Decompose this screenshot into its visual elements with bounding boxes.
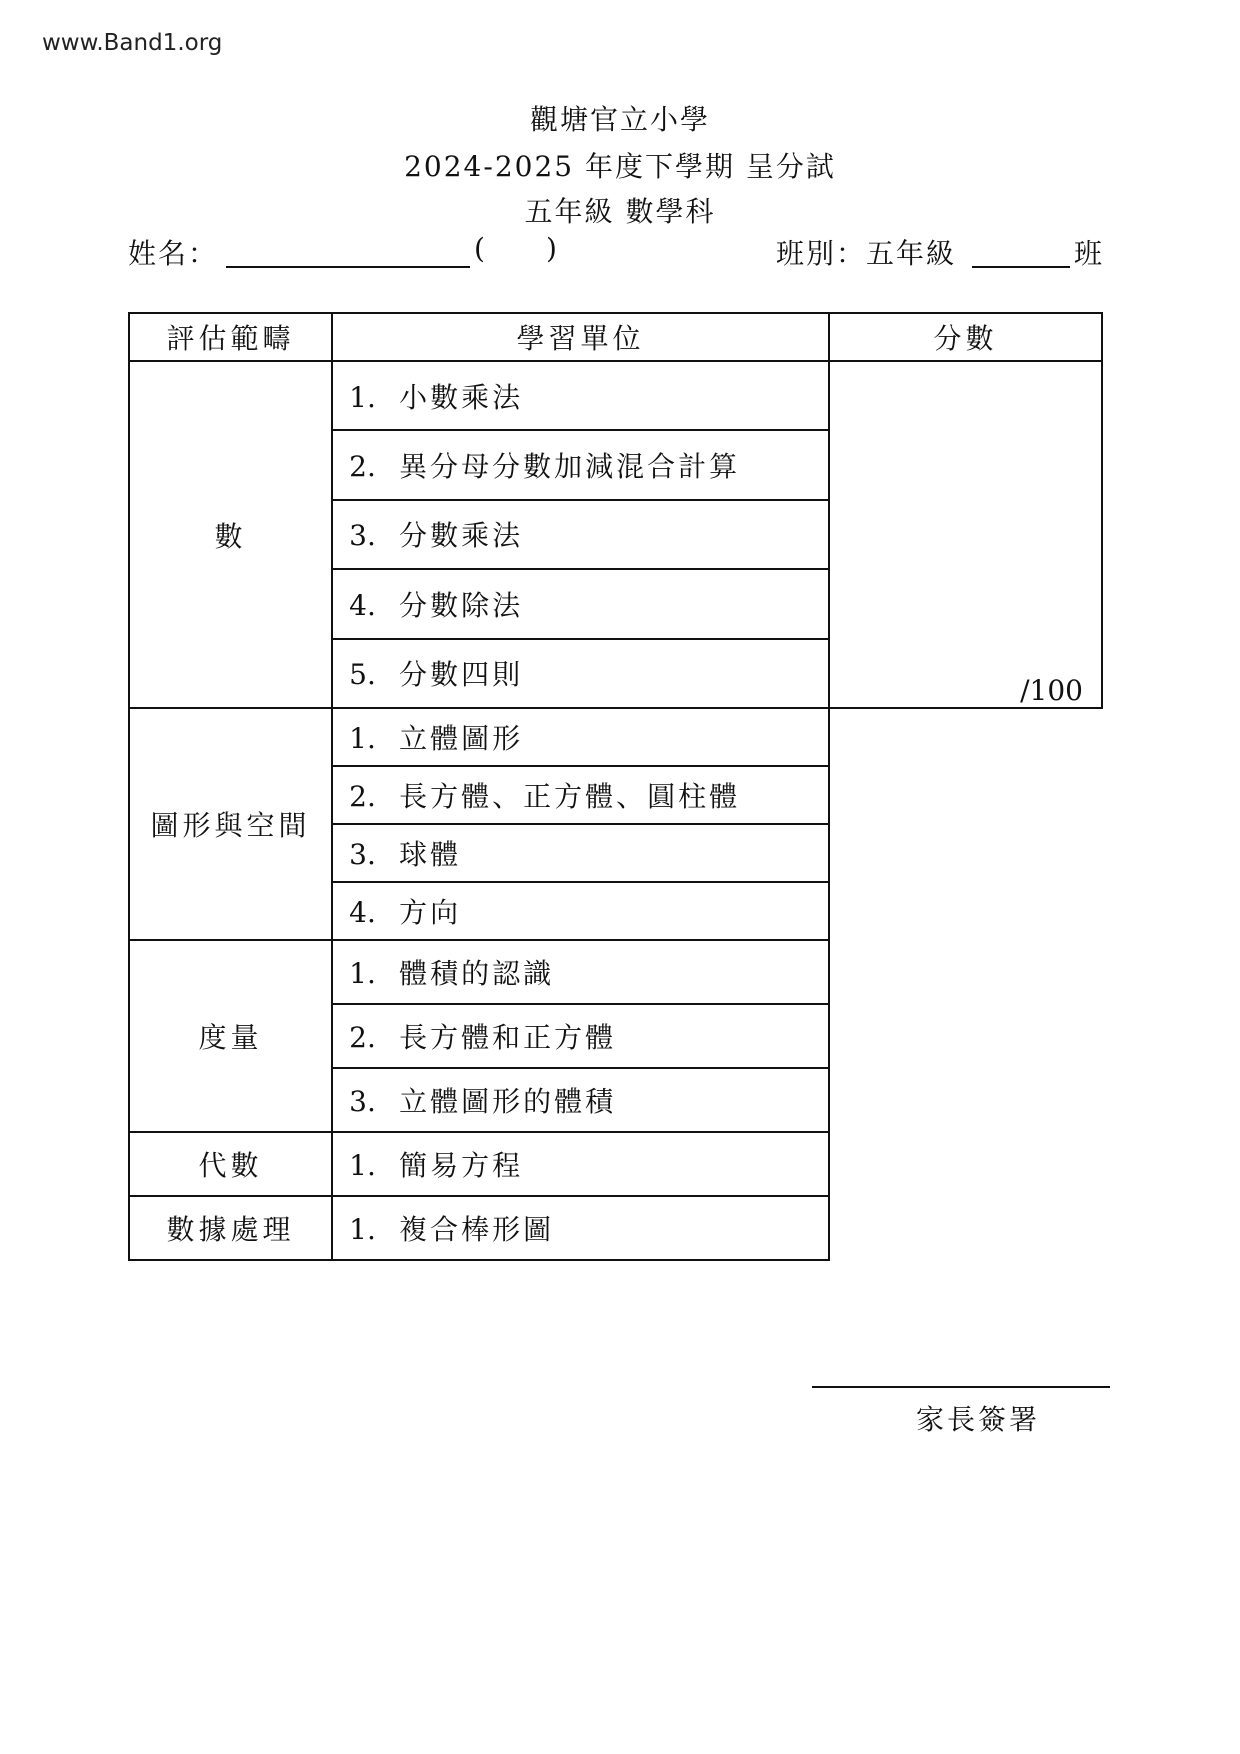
unit-text: 體積的認識 [399, 957, 555, 990]
unit-cell [332, 940, 829, 1004]
unit-cell [332, 1196, 829, 1260]
unit-cell [332, 1132, 829, 1196]
area-cell: 代數 [129, 1132, 332, 1196]
watermark: www.Band1.org [42, 30, 223, 56]
unit-text: 方向 [399, 896, 462, 929]
school-name: 觀塘官立小學 [529, 103, 710, 136]
table-row [129, 361, 1102, 430]
unit-text: 分數乘法 [399, 519, 524, 553]
area-cell: 圖形與空間 [129, 708, 332, 940]
class-field-line[interactable] [972, 266, 1070, 268]
section-algebra [129, 1132, 1102, 1196]
class-number-paren-open: ( [474, 232, 485, 265]
unit-cell [332, 882, 829, 940]
unit-number: 3. [349, 838, 376, 871]
header-area: 評估範疇 [129, 313, 332, 361]
unit-number: 5. [349, 658, 376, 692]
name-label: 姓名： [128, 237, 219, 270]
unit-text: 球體 [399, 838, 462, 871]
unit-number: 4. [349, 588, 376, 622]
unit-cell [332, 1004, 829, 1068]
unit-number: 3. [349, 519, 376, 553]
unit-number: 2. [349, 450, 376, 484]
header-unit: 學習單位 [332, 313, 829, 361]
class-number-paren-close: ) [546, 232, 557, 265]
unit-number: 1. [349, 957, 376, 990]
unit-cell [332, 569, 829, 638]
table-row [129, 1132, 1102, 1196]
class-suffix: 班 [1074, 237, 1105, 270]
class-label: 班別：五年級 [776, 237, 957, 270]
name-field-line[interactable] [226, 266, 470, 268]
section-number [129, 361, 1102, 708]
unit-number: 3. [349, 1085, 376, 1118]
unit-cell [332, 766, 829, 824]
unit-number: 2. [349, 780, 376, 813]
unit-number: 1. [349, 1149, 376, 1182]
unit-text: 分數除法 [399, 588, 524, 622]
table-header-row [129, 313, 1102, 361]
unit-text: 立體圖形 [399, 722, 524, 755]
unit-cell [332, 1068, 829, 1132]
unit-cell [332, 639, 829, 708]
unit-cell [332, 708, 829, 766]
unit-number: 4. [349, 896, 376, 929]
unit-text: 長方體和正方體 [399, 1021, 617, 1054]
section-measures [129, 940, 1102, 1132]
grade-subject: 五年級 數學科 [524, 195, 716, 228]
unit-number: 1. [349, 380, 376, 414]
section-data-handling [129, 1196, 1102, 1260]
unit-cell [332, 430, 829, 499]
score-cell: /100 [829, 361, 1102, 708]
unit-number: 1. [349, 722, 376, 755]
unit-number: 2. [349, 1021, 376, 1054]
unit-text: 小數乘法 [399, 380, 524, 414]
unit-text: 簡易方程 [399, 1149, 524, 1182]
area-cell: 數 [129, 361, 332, 708]
area-cell: 數據處理 [129, 1196, 332, 1260]
header-score: 分數 [829, 313, 1102, 361]
unit-text: 異分母分數加減混合計算 [399, 450, 741, 484]
unit-cell [332, 500, 829, 569]
unit-text: 分數四則 [399, 658, 524, 692]
signature-line[interactable] [812, 1386, 1110, 1388]
unit-text: 立體圖形的體積 [399, 1085, 617, 1118]
unit-number: 1. [349, 1213, 376, 1246]
unit-cell [332, 361, 829, 430]
assessment-table [128, 312, 1103, 1261]
table-row [129, 1196, 1102, 1260]
table-row [129, 940, 1102, 1004]
table-row [129, 708, 1102, 766]
section-shape-space [129, 708, 1102, 940]
unit-text: 複合棒形圖 [399, 1213, 555, 1246]
unit-text: 長方體、正方體、圓柱體 [399, 780, 741, 813]
exam-term: 2024-2025 年度下學期 呈分試 [404, 150, 836, 183]
unit-cell [332, 824, 829, 882]
area-cell: 度量 [129, 940, 332, 1132]
signature-label: 家長簽署 [916, 1403, 1041, 1436]
